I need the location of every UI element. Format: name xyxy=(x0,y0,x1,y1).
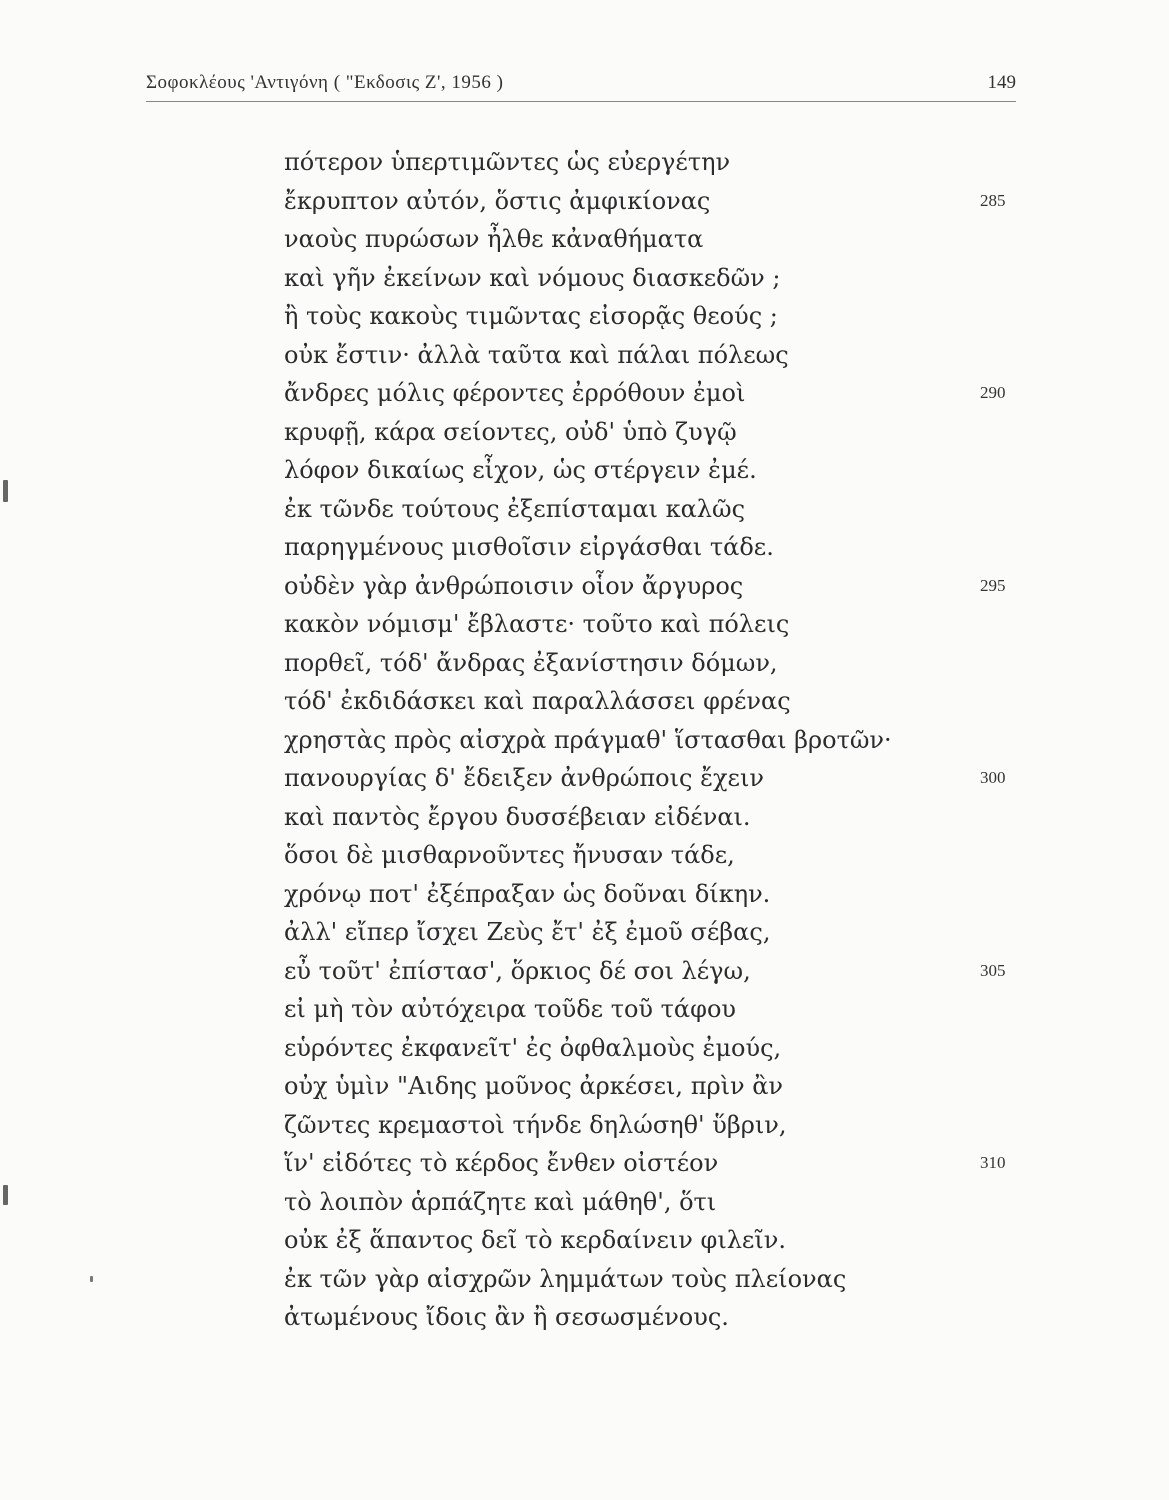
verse-text: τὸ λοιπὸν ἁρπάζητε καὶ μάθηθ', ὅτι xyxy=(284,1187,717,1216)
verse-line xyxy=(284,1067,1044,1106)
verse-text: ὅσοι δὲ μισθαρνοῦντες ἤνυσαν τάδε, xyxy=(284,841,735,869)
verse-text: πορθεῖ, τόδ' ἄνδρας ἐξανίστησιν δόμων, xyxy=(284,648,778,677)
verse-block xyxy=(284,143,1044,1337)
line-number: 285 xyxy=(980,190,1006,210)
running-head xyxy=(146,72,1016,102)
verse-line xyxy=(284,451,1044,490)
verse-text: κρυφῇ, κάρα σείοντες, οὐδ' ὑπὸ ζυγῷ xyxy=(284,417,737,446)
verse-line xyxy=(284,1029,1044,1068)
verse-text: εὖ τοῦτ' ἐπίστασ', ὅρκιος δέ σοι λέγω, xyxy=(284,956,751,985)
verse-line xyxy=(284,413,1044,452)
verse-line xyxy=(284,952,1044,991)
verse-line xyxy=(284,836,1044,875)
verse-text: κακὸν νόμισμ' ἔβλαστε· τοῦτο καὶ πόλεις xyxy=(284,610,790,638)
verse-line xyxy=(284,1298,1044,1337)
verse-line xyxy=(284,297,1044,336)
verse-line xyxy=(284,528,1044,567)
verse-line xyxy=(284,1144,1044,1183)
verse-line xyxy=(284,490,1044,529)
verse-text: ἵν' εἰδότες τὸ κέρδος ἔνθεν οἰστέον xyxy=(284,1149,719,1177)
verse-line xyxy=(284,1221,1044,1260)
verse-line xyxy=(284,1106,1044,1145)
verse-text: παρηγμένους μισθοῖσιν εἰργάσθαι τάδε. xyxy=(284,533,774,561)
verse-text: καὶ γῆν ἐκείνων καὶ νόμους διασκεδῶν ; xyxy=(284,263,781,292)
verse-text: λόφον δικαίως εἶχον, ὡς στέργειν ἐμέ. xyxy=(284,456,757,484)
verse-text: οὐκ ἔστιν· ἀλλὰ ταῦτα καὶ πάλαι πόλεως xyxy=(284,340,789,369)
scan-artifact xyxy=(3,1185,8,1205)
verse-line xyxy=(284,644,1044,683)
verse-text: ζῶντες κρεμαστοὶ τήνδε δηλώσηθ' ὕβριν, xyxy=(284,1110,787,1139)
verse-line xyxy=(284,143,1044,182)
verse-text: τόδ' ἐκδιδάσκει καὶ παραλλάσσει φρένας xyxy=(284,687,791,715)
verse-text: εὑρόντες ἐκφανεῖτ' ἐς ὀφθαλμοὺς ἐμούς, xyxy=(284,1033,782,1062)
verse-text: χρηστὰς πρὸς αἰσχρὰ πράγμαθ' ἵστασθαι βροτῶν· xyxy=(284,725,892,754)
line-number: 310 xyxy=(980,1153,1006,1172)
verse-line xyxy=(284,182,1044,221)
verse-text: πανουργίας δ' ἔδειξεν ἀνθρώποις ἔχειν xyxy=(284,764,764,792)
verse-line xyxy=(284,682,1044,721)
verse-line xyxy=(284,875,1044,914)
verse-line xyxy=(284,721,1044,760)
header-rule xyxy=(146,101,1016,102)
verse-text: οὐκ ἐξ ἅπαντος δεῖ τὸ κερδαίνειν φιλεῖν. xyxy=(284,1226,786,1254)
verse-line xyxy=(284,798,1044,837)
verse-text: ἐκ τῶν γὰρ αἰσχρῶν λημμάτων τοὺς πλείονας xyxy=(284,1264,847,1293)
page-number: 149 xyxy=(987,72,1016,93)
verse-line xyxy=(284,220,1044,259)
line-number: 290 xyxy=(980,383,1006,402)
verse-line xyxy=(284,567,1044,606)
scan-artifact xyxy=(90,1276,93,1282)
verse-line xyxy=(284,336,1044,375)
verse-text: οὐχ ὑμὶν "Αιδης μοῦνος ἀρκέσει, πρὶν ἂν xyxy=(284,1072,783,1100)
verse-line xyxy=(284,1260,1044,1299)
verse-text: ἔκρυπτον αὐτόν, ὅστις ἀμφικίονας xyxy=(284,186,711,215)
verse-line xyxy=(284,1183,1044,1222)
verse-text: ἄνδρες μόλις φέροντες ἐρρόθουν ἐμοὶ xyxy=(284,379,746,407)
verse-line xyxy=(284,913,1044,952)
verse-text: εἰ μὴ τὸν αὐτόχειρα τοῦδε τοῦ τάφου xyxy=(284,995,736,1023)
verse-line xyxy=(284,259,1044,298)
line-number: 300 xyxy=(980,768,1006,787)
verse-text: χρόνῳ ποτ' ἐξέπραξαν ὡς δοῦναι δίκην. xyxy=(284,879,771,908)
verse-line xyxy=(284,605,1044,644)
verse-text: ἢ τοὺς κακοὺς τιμῶντας εἰσορᾷς θεούς ; xyxy=(284,302,778,330)
verse-text: καὶ παντὸς ἔργου δυσσέβειαν εἰδέναι. xyxy=(284,802,751,831)
verse-line xyxy=(284,374,1044,413)
line-number: 295 xyxy=(980,575,1006,595)
verse-text: ἀτωμένους ἴδοις ἂν ἢ σεσωσμένους. xyxy=(284,1303,729,1331)
scan-artifact xyxy=(3,480,8,502)
verse-text: ἀλλ' εἴπερ ἴσχει Ζεὺς ἔτ' ἐξ ἐμοῦ σέβας, xyxy=(284,918,771,946)
verse-text: ναοὺς πυρώσων ἦλθε κἀναθήματα xyxy=(284,225,704,253)
running-title: Σοφοκλέους 'Αντιγόνη ( "Εκδοσις Ζ', 1956 ) xyxy=(146,72,504,93)
verse-text: πότερον ὑπερτιμῶντες ὡς εὐεργέτην xyxy=(284,148,731,176)
verse-text: οὐδὲν γὰρ ἀνθρώποισιν οἷον ἄργυρος xyxy=(284,571,744,600)
line-number: 305 xyxy=(980,960,1006,980)
verse-line xyxy=(284,759,1044,798)
verse-text: ἐκ τῶνδε τούτους ἐξεπίσταμαι καλῶς xyxy=(284,494,746,523)
verse-line xyxy=(284,990,1044,1029)
